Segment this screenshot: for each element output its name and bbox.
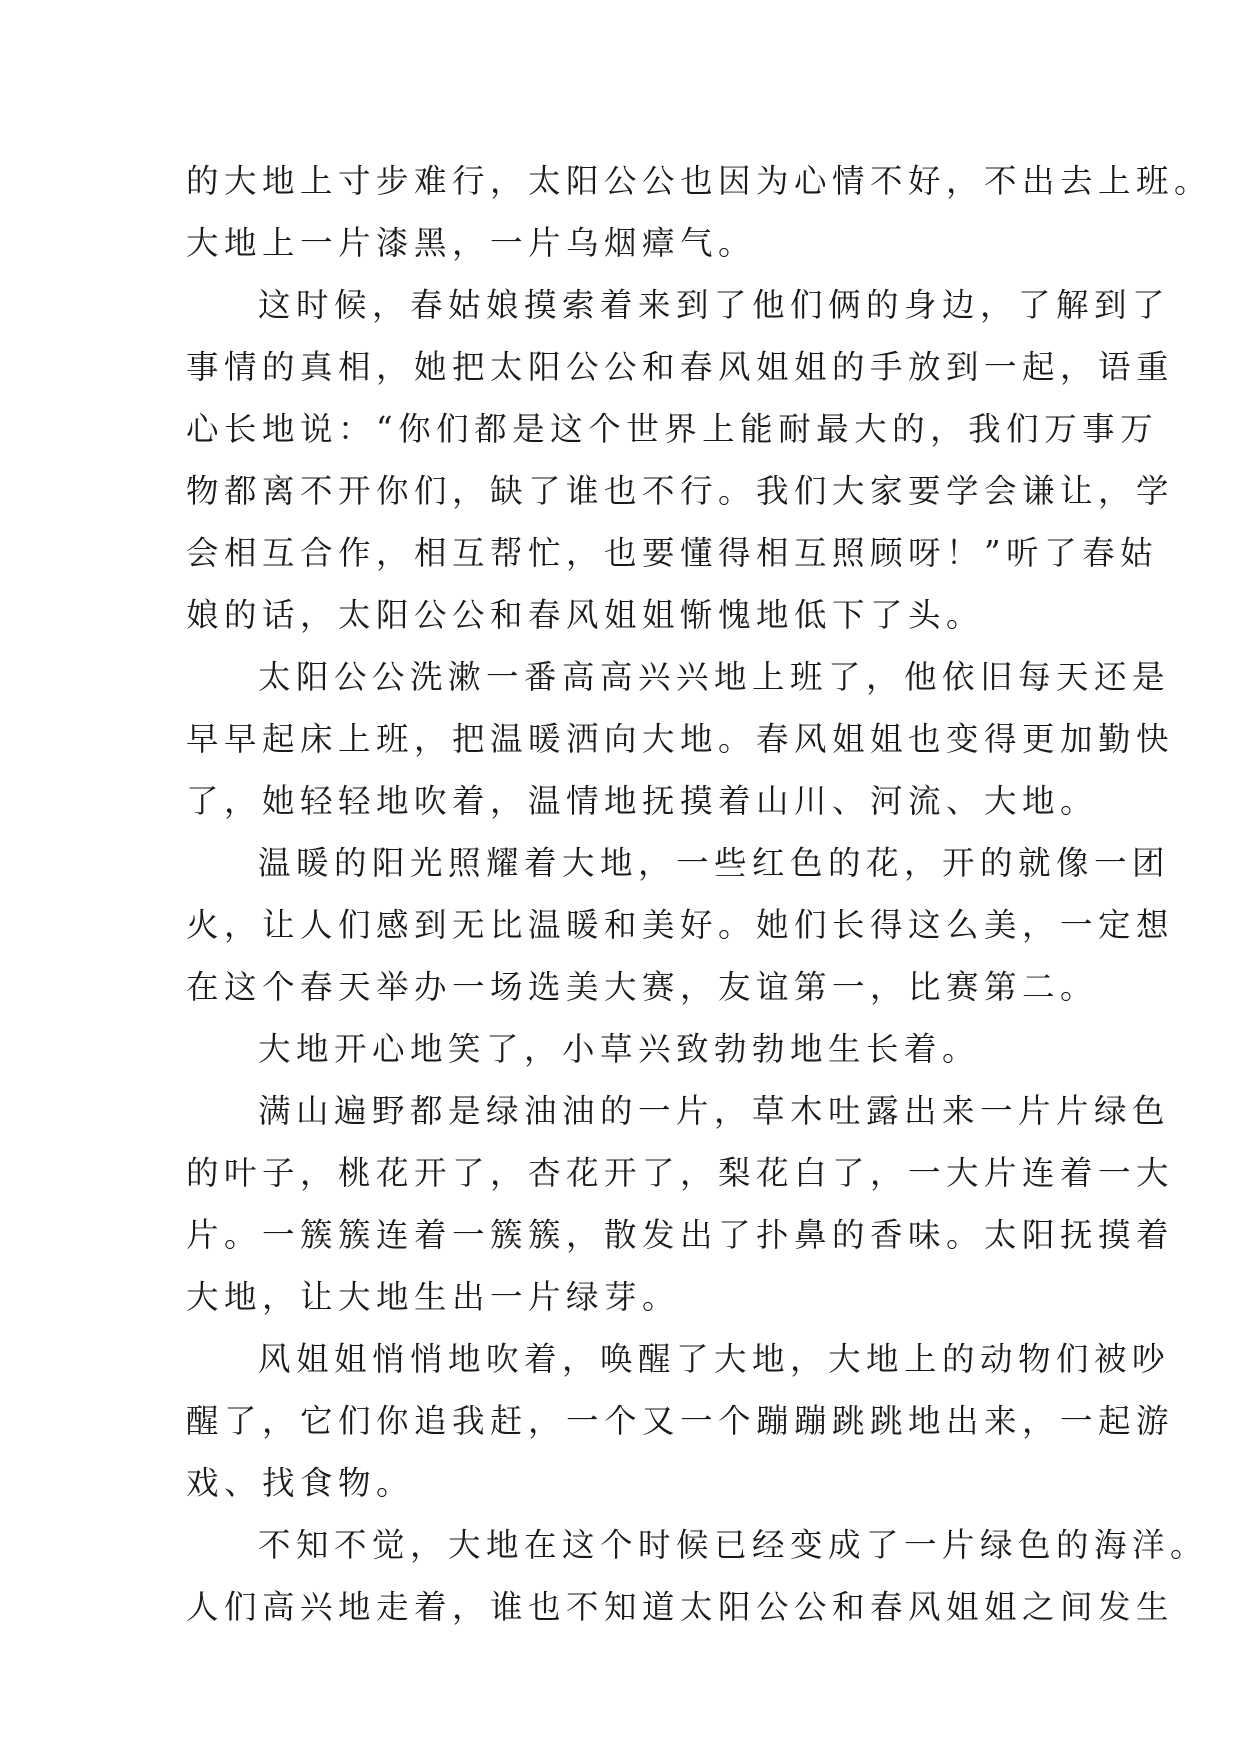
text-line: 心长地说：“你们都是这个世界上能耐最大的，我们万事万 bbox=[186, 410, 1159, 448]
text-line: 娘的话，太阳公公和春风姐姐惭愧地低下了头。 bbox=[186, 596, 985, 634]
text-line: 醒了，它们你追我赶，一个又一个蹦蹦跳跳地出来，一起游 bbox=[186, 1402, 1175, 1440]
paragraph-start-line: 温暖的阳光照耀着大地，一些红色的花，开的就像一团 bbox=[258, 844, 1171, 882]
paragraph-start-line: 大地开心地笑了，小草兴致勃勃地生长着。 bbox=[258, 1030, 981, 1068]
text-line: 物都离不开你们，缺了谁也不行。我们大家要学会谦让，学 bbox=[186, 472, 1175, 510]
text-line: 会相互合作，相互帮忙，也要懂得相互照顾呀！”听了春姑 bbox=[186, 534, 1159, 572]
text-line: 大地上一片漆黑，一片乌烟瘴气。 bbox=[186, 224, 757, 262]
paragraph-start-line: 不知不觉，大地在这个时候已经变成了一片绿色的海洋。 bbox=[258, 1526, 1209, 1564]
paragraph-start-line: 这时候，春姑娘摸索着来到了他们俩的身边，了解到了 bbox=[258, 286, 1171, 324]
text-line: 戏、找食物。 bbox=[186, 1464, 415, 1502]
text-line: 大地，让大地生出一片绿芽。 bbox=[186, 1278, 681, 1316]
text-line: 的叶子，桃花开了，杏花开了，梨花白了，一大片连着一大 bbox=[186, 1154, 1175, 1192]
text-line: 片。一簇簇连着一簇簇，散发出了扑鼻的香味。太阳抚摸着 bbox=[186, 1216, 1175, 1254]
text-line: 人们高兴地走着，谁也不知道太阳公公和春风姐姐之间发生 bbox=[186, 1588, 1175, 1626]
paragraph-start-line: 太阳公公洗漱一番高高兴兴地上班了，他依旧每天还是 bbox=[258, 658, 1171, 696]
document-body bbox=[186, 150, 1213, 1638]
text-line: 在这个春天举办一场选美大赛，友谊第一，比赛第二。 bbox=[186, 968, 1099, 1006]
text-line: 的大地上寸步难行，太阳公公也因为心情不好，不出去上班。 bbox=[186, 162, 1213, 200]
text-line: 事情的真相，她把太阳公公和春风姐姐的手放到一起，语重 bbox=[186, 348, 1175, 386]
paragraph-start-line: 风姐姐悄悄地吹着，唤醒了大地，大地上的动物们被吵 bbox=[258, 1340, 1171, 1378]
text-line: 火，让人们感到无比温暖和美好。她们长得这么美，一定想 bbox=[186, 906, 1175, 944]
text-line: 早早起床上班，把温暖洒向大地。春风姐姐也变得更加勤快 bbox=[186, 720, 1175, 758]
text-line: 了，她轻轻地吹着，温情地抚摸着山川、河流、大地。 bbox=[186, 782, 1099, 820]
paragraph-start-line: 满山遍野都是绿油油的一片，草木吐露出来一片片绿色 bbox=[258, 1092, 1171, 1130]
